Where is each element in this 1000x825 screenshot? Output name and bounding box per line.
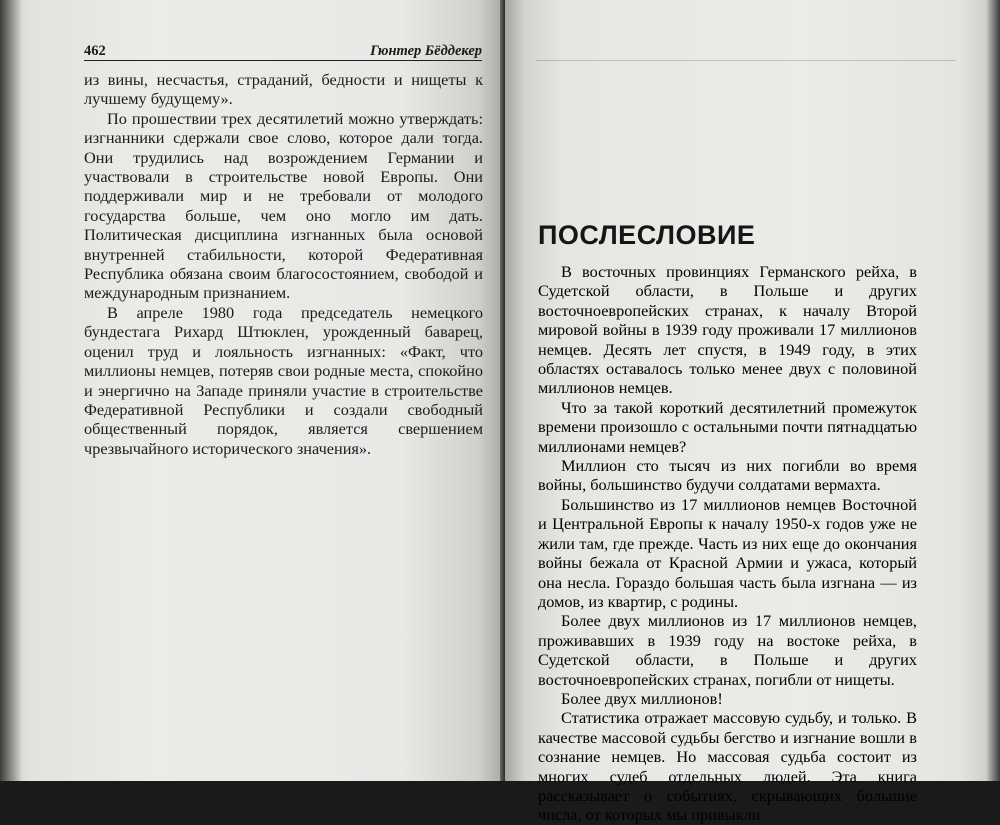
paragraph: В восточных провинциях Германского рейха, в Судетской области, в Польше и других восточноевропейских странах, к началу Второй мировой войны в 1939 году проживали 17 миллионов немцев. Десять лет спустя, в 1949 году, в этих областях оставалось только менее двух с половиной миллионов немцев. xyxy=(538,262,917,398)
page-edge-shadow xyxy=(986,0,1000,781)
left-page xyxy=(0,0,503,781)
left-page-text xyxy=(84,70,483,458)
paragraph: Более двух миллионов из 17 миллионов немцев, проживавших в 1939 году на востоке рейха, в Судетской области, в Польше и других восточноевропейских странах, погибли от нищеты. xyxy=(538,611,917,689)
page-number: 462 xyxy=(84,43,106,59)
page-edge-shadow xyxy=(0,0,22,781)
paragraph: Миллион сто тысяч из них погибли во время войны, большинство будучи солдатами вермахта. xyxy=(538,456,917,495)
paragraph: По прошествии трех десятилетий можно утверждать: изгнанники сдержали свое слово, которое дали тогда. Они трудились над возрождением Германии и участвовали в строительстве новой Европы. Они поддерживали мир и не требовали от молодого государства больше, чем оно могло им дать. Политическая дисциплина изгнанных была основой внутренней стабильности, которой Федеративная Республика обязана своим благосостоянием, свободой и международным признанием. xyxy=(84,108,483,303)
show-through-rule xyxy=(536,60,956,61)
paragraph: В апреле 1980 года председатель немецкого бундестага Рихард Штюклен, урожденный баварец, оценил труд и лояльность изгнанных: «Факт, что миллионы немцев, потеряв свои родные места, спокойно и энергично на Западе приняли участие в строительстве Федеративной Республики и создали свободный общественный порядок, является свершением чрезвычайного исторического значения». xyxy=(84,302,483,458)
paragraph: Большинство из 17 миллионов немцев Восточной и Центральной Европы к началу 1950-х годов уже не жили там, где прежде. Часть из них еще до окончания войны бежала от Красной Армии и ужаса, который она несла. Гораздо большая часть была изгнана — из домов, из квартир, с родины. xyxy=(538,494,917,611)
paragraph: Что за такой короткий десятилетний промежуток времени произошло с остальными почти пятнадцатью миллионами немцев? xyxy=(538,397,917,456)
running-title: Гюнтер Бёддекер xyxy=(370,43,482,59)
paragraph: из вины, несчастья, страданий, бедности и нищеты к лучшему будущему». xyxy=(84,70,483,109)
paragraph: Более двух миллионов! xyxy=(561,688,723,708)
paragraph: Статистика отражает массовую судьбу, и только. В качестве массовой судьбы бегство и изгнание вошли в сознание немцев. Но массовая судьба состоит из многих судеб отдельных людей. Эта книга рассказывает о событиях, скрывающих большие числа, от которых мы привыкли xyxy=(538,708,917,825)
right-page-text xyxy=(538,262,917,825)
running-header xyxy=(84,36,482,61)
section-heading: ПОСЛЕСЛОВИЕ xyxy=(538,220,756,250)
